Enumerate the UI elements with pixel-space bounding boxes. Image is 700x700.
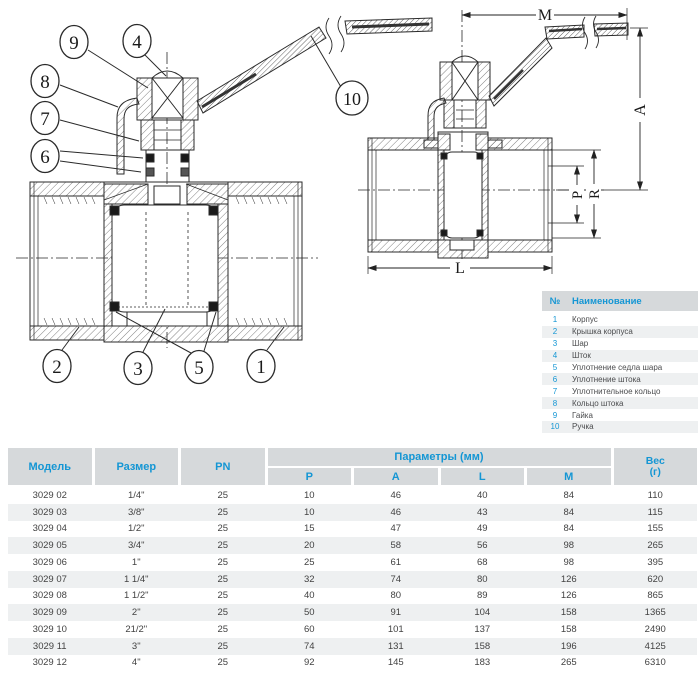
- dimension-label-A: A: [632, 104, 649, 116]
- svg-text:3: 3: [133, 359, 143, 380]
- spec-cell: 25: [217, 573, 229, 585]
- legend-row: [542, 421, 698, 433]
- spec-cell: 60: [303, 623, 315, 635]
- spec-cell: 32: [303, 573, 315, 585]
- legend-part-name: Уплотнительное кольцо: [572, 386, 661, 396]
- spec-row: [8, 638, 697, 655]
- callout-6: [31, 140, 143, 173]
- spec-cell: 3029 12: [32, 657, 67, 669]
- legend-row: [542, 362, 698, 374]
- spec-cell: 3029 09: [32, 607, 67, 619]
- svg-text:7: 7: [40, 109, 50, 130]
- spec-cell: 58: [390, 540, 402, 552]
- spec-row: [8, 487, 697, 504]
- col-header-m: M: [527, 468, 611, 485]
- legend-col-number: №: [549, 295, 561, 307]
- spec-cell: 3029 02: [32, 489, 67, 501]
- legend-part-number: 1: [552, 315, 558, 325]
- spec-cell: 110: [647, 489, 663, 501]
- spec-row: [8, 504, 697, 521]
- spec-row: [8, 588, 697, 605]
- spec-cell: 1 1/4": [123, 573, 149, 585]
- spec-cell: 74: [390, 573, 402, 585]
- spec-cell: 46: [390, 506, 402, 518]
- spec-cell: 395: [647, 556, 664, 568]
- spec-cell: 25: [217, 657, 229, 669]
- spec-cell: 91: [390, 607, 402, 619]
- spec-cell: 10: [303, 489, 315, 501]
- spec-cell: 3029 11: [32, 640, 67, 652]
- svg-text:4: 4: [132, 32, 142, 53]
- legend-part-name: Кольцо штока: [572, 398, 624, 408]
- col-header-weight-line2: (г): [649, 465, 661, 478]
- spec-cell: 84: [563, 523, 575, 535]
- spec-row: [8, 655, 697, 672]
- spec-cell: 84: [563, 489, 575, 501]
- dimension-label-L: L: [455, 260, 465, 277]
- spec-cell: 3029 08: [32, 590, 67, 602]
- spec-cell: 15: [303, 523, 315, 535]
- spec-cell: 25: [217, 623, 229, 635]
- stem-assembly: [428, 56, 490, 140]
- spec-cell: 25: [217, 607, 229, 619]
- spec-cell: 2": [131, 607, 141, 619]
- dimension-label-R: R: [587, 188, 603, 200]
- legend-row: [542, 338, 698, 350]
- legend-part-number: 9: [552, 410, 558, 420]
- legend-part-number: 10: [550, 422, 560, 432]
- col-header-params: Параметры (мм): [268, 448, 611, 466]
- legend-row: [542, 373, 698, 385]
- legend-part-name: Уплотнение седла шара: [572, 363, 663, 372]
- col-header-weight-line1: Вес: [645, 454, 665, 467]
- spec-cell: 3029 04: [32, 523, 67, 535]
- parts-legend: [542, 291, 698, 433]
- callout-4: [123, 25, 166, 77]
- spec-table-header: [8, 448, 697, 485]
- right-port: [228, 182, 302, 340]
- svg-text:10: 10: [343, 89, 361, 109]
- spec-cell: 115: [647, 506, 663, 518]
- left-port: [30, 182, 104, 340]
- o-ring: [146, 168, 154, 176]
- spec-cell: 126: [560, 573, 577, 585]
- callout-8: [31, 65, 118, 108]
- legend-part-name: Ручка: [572, 422, 594, 432]
- spec-cell: 20: [303, 540, 315, 552]
- spec-cell: 158: [560, 623, 577, 635]
- spec-cell: 3029 10: [32, 623, 67, 635]
- spec-row: [8, 604, 697, 621]
- spec-cell: 183: [474, 657, 491, 669]
- spec-cell: 265: [560, 657, 577, 669]
- spec-cell: 1/4": [127, 489, 145, 501]
- valve-body-section: [104, 182, 228, 342]
- seat-seal: [477, 230, 483, 236]
- legend-row: [542, 409, 698, 421]
- spec-cell: 98: [563, 540, 575, 552]
- spec-cell: 74: [303, 640, 315, 652]
- legend-row: [542, 350, 698, 362]
- spec-cell: 1 1/2": [123, 590, 149, 602]
- legend-part-number: 2: [552, 327, 558, 337]
- spec-cell: 2490: [644, 623, 666, 635]
- legend-part-name: Шар: [572, 339, 589, 349]
- spec-cell: 1": [131, 556, 141, 568]
- spec-cell: 68: [476, 556, 488, 568]
- svg-text:9: 9: [69, 33, 79, 54]
- legend-row: [542, 385, 698, 397]
- handle: [197, 16, 432, 113]
- seat-seal: [441, 153, 447, 159]
- spec-cell: 92: [303, 657, 315, 669]
- spec-cell: 3": [131, 640, 141, 652]
- col-header-a: A: [354, 468, 438, 485]
- spec-cell: 80: [476, 573, 488, 585]
- col-header-l: L: [441, 468, 525, 485]
- spec-table-body: [8, 487, 697, 671]
- parts-legend-header: [542, 291, 698, 311]
- legend-row: [542, 314, 698, 326]
- legend-part-number: 7: [552, 386, 558, 396]
- legend-part-number: 6: [552, 374, 558, 384]
- spec-cell: 4125: [644, 640, 666, 652]
- spec-cell: 46: [390, 489, 402, 501]
- legend-part-name: Уплотнение штока: [572, 374, 641, 384]
- spec-cell: 3029 06: [32, 556, 67, 568]
- ball: [444, 152, 482, 238]
- spec-cell: 25: [217, 523, 229, 535]
- seat-seal: [209, 206, 218, 215]
- spec-cell: 40: [476, 489, 488, 501]
- spec-table: [8, 448, 697, 671]
- seat-seal: [477, 153, 483, 159]
- seat-seal: [209, 302, 218, 311]
- handle: [489, 16, 628, 106]
- spec-cell: 3029 03: [32, 506, 67, 518]
- spec-cell: 49: [476, 523, 488, 535]
- spec-cell: 84: [563, 506, 575, 518]
- legend-rows: [542, 314, 698, 433]
- svg-text:2: 2: [52, 357, 62, 378]
- legend-part-name: Корпус: [572, 315, 598, 325]
- spec-cell: 3029 05: [32, 540, 67, 552]
- col-header-model: Модель: [8, 448, 92, 485]
- spec-row: [8, 537, 697, 554]
- spec-cell: 25: [217, 540, 229, 552]
- col-header-size: Размер: [95, 448, 179, 485]
- legend-part-name: Крышка корпуса: [572, 327, 633, 337]
- col-header-pn: PN: [181, 448, 265, 485]
- spec-cell: 101: [387, 623, 404, 635]
- spec-cell: 3/8": [127, 506, 145, 518]
- right-dimension-view: [358, 6, 649, 277]
- seat-seal: [441, 230, 447, 236]
- legend-part-number: 4: [552, 351, 558, 361]
- dimension-label-P: P: [570, 190, 586, 200]
- stem-seal: [181, 154, 189, 162]
- svg-text:5: 5: [194, 358, 204, 379]
- svg-text:8: 8: [40, 72, 50, 93]
- spec-row: [8, 521, 697, 538]
- svg-text:1: 1: [256, 357, 266, 378]
- spec-cell: 43: [476, 506, 488, 518]
- spec-cell: 50: [303, 607, 315, 619]
- spec-cell: 137: [474, 623, 491, 635]
- spec-cell: 1/2": [127, 523, 145, 535]
- stem-assembly: [117, 71, 198, 182]
- legend-row: [542, 326, 698, 338]
- spec-cell: 98: [563, 556, 575, 568]
- seat-seal: [110, 206, 119, 215]
- spec-cell: 155: [647, 523, 664, 535]
- spec-cell: 265: [647, 540, 664, 552]
- spec-cell: 3029 07: [32, 573, 67, 585]
- spec-cell: 25: [217, 506, 229, 518]
- spec-cell: 40: [303, 590, 315, 602]
- o-ring: [181, 168, 189, 176]
- spec-cell: 25: [217, 590, 229, 602]
- spec-row: [8, 621, 697, 638]
- spec-cell: 56: [476, 540, 488, 552]
- spec-row: [8, 554, 697, 571]
- col-header-p: P: [268, 468, 352, 485]
- spec-cell: 21/2": [125, 623, 148, 635]
- spec-cell: 104: [474, 607, 491, 619]
- right-port: [488, 138, 552, 252]
- legend-part-number: 5: [552, 363, 558, 372]
- stem-seal: [146, 154, 154, 162]
- spec-cell: 131: [387, 640, 404, 652]
- callout-10: [311, 36, 368, 115]
- dimension-P: [548, 166, 586, 223]
- spec-cell: 196: [560, 640, 577, 652]
- spec-row: [8, 571, 697, 588]
- spec-cell: 158: [474, 640, 491, 652]
- spec-cell: 865: [647, 590, 664, 602]
- seat-seal: [110, 302, 119, 311]
- spec-cell: 80: [390, 590, 402, 602]
- spec-cell: 61: [390, 556, 402, 568]
- legend-col-name: Наименование: [572, 295, 642, 307]
- spec-cell: 4": [131, 657, 141, 669]
- spec-cell: 25: [217, 556, 229, 568]
- spec-cell: 145: [387, 657, 404, 669]
- legend-part-number: 3: [552, 339, 558, 349]
- col-header-weight: [614, 448, 698, 485]
- spec-cell: 1365: [644, 607, 666, 619]
- legend-row: [542, 397, 698, 409]
- spec-cell: 3/4": [127, 540, 145, 552]
- spec-cell: 620: [647, 573, 664, 585]
- spec-cell: 25: [303, 556, 315, 568]
- spec-cell: 158: [560, 607, 577, 619]
- legend-part-name: Шток: [572, 351, 591, 361]
- legend-part-name: Гайка: [572, 410, 593, 420]
- dimension-L: [368, 256, 552, 277]
- dimension-label-M: M: [537, 7, 553, 24]
- spec-cell: 126: [560, 590, 577, 602]
- legend-part-number: 8: [552, 398, 558, 408]
- left-section-view: [16, 16, 432, 348]
- valve-body: [424, 132, 502, 258]
- spec-cell: 89: [476, 590, 488, 602]
- svg-text:6: 6: [40, 147, 50, 168]
- spec-cell: 6310: [644, 657, 666, 669]
- spec-cell: 25: [217, 489, 229, 501]
- ball: [112, 205, 218, 312]
- spec-cell: 25: [217, 640, 229, 652]
- spec-cell: 47: [390, 523, 402, 535]
- left-port: [368, 138, 438, 252]
- spec-cell: 10: [303, 506, 315, 518]
